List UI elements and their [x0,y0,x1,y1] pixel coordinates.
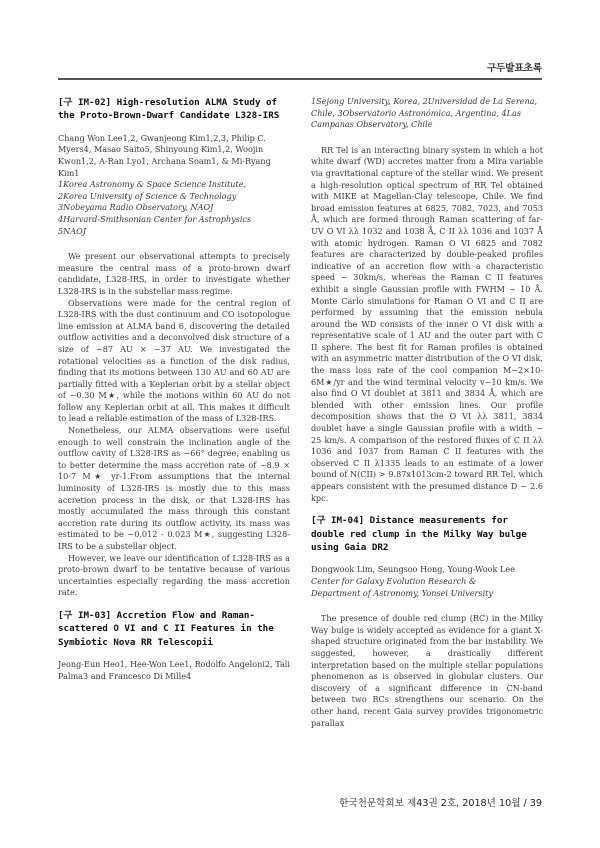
abstract-im02 [58,96,290,599]
page-footer: 한국천문학회보 제43권 2호, 2018년 10월 / 39 [339,798,542,809]
abstract-title: [구 IM-03] Accretion Flow and Raman-scattered O VI and C II Features in the Symbiotic Nova RR Telescopii [58,609,274,648]
abstract-paragraph: Nonetheless, our ALMA observations were useful enough to well constrain the inclination angle of the outflow cavity of L328-IRS as ~66° degree, enabling us to better determine the mass accretion rate of ~8.9 × 10-7 M★ yr-1.From assumptions that the internal luminosity of L328-IRS is mostly due to this mass accretion process in the disk, or that L328-IRS has mostly accumulated the mass through this constant accretion rate during its outflow activity, its mass was estimated to be ~0.012 - 0.023 M★, suggesting L328-IRS to be a substellar object. [58,425,290,551]
header-rule [58,78,542,80]
affiliation: 5NAOJ [58,225,86,236]
affiliation: 3Nobeyama Radio Observatory, NAOJ [58,202,214,213]
affiliation: 2Korea University of Science & Technology [58,190,237,201]
abstract-affiliations [58,179,290,237]
abstract-authors: Jeong-Eun Heo1, Hee-Won Lee1, Rodolfo Angeloni2, Tali Palma3 and Francesco Di Mille4 [58,659,290,681]
abstract-affiliations [311,96,543,131]
abstract-im03 [58,609,290,682]
affiliation: 1Sejong University, Korea, 2Universidad de La Serena, Chile, 3Observatorio Astronómica, Argentina, 4Las Campanas Observatory, Chile [311,96,538,130]
abstract-paragraph: Observations were made for the central region of L328-IRS with the dust continuum and CO isotopologue line emission at ALMA band 6, discovering the detailed outflow activities and a deconvolved disk structure of a size of ~87 AU × ~37 AU. We investigated the rotational velocities as a function of the disk radius, finding that its motions between 130 AU and 60 AU are partially fitted with a Keplerian orbit by a stellar object of ~0.30 M★, while the motions within 60 AU do not follow any Keplerian orbit at all. This makes it difficult to lead a reliable estimation of the mass of L328-IRS. [58,297,290,424]
abstract-paragraph: RR Tel is an interacting binary system in which a hot white dwarf (WD) accretes matter from a Mira variable via gravitational capture of the stellar wind. We present a high-resolution optical spectrum of RR Tel obtained with MIKE at Magellan-Clay telescope, Chile. We find broad emission features at 6825, 7082, 7023, and 7053 Å, which are formed through Raman scattering of far-UV O VI λλ 1032 and 1038 Å, C II λλ 1036 and 1037 Å with atomic hydrogen. Raman O VI 6825 and 7082 features are characterized by double-peaked profiles indicative of an accretion flow with a characteristic speed ~ 30km/s, whereas the Raman C II features exhibit a single Gaussian profile with FWHM ~ 10 Å. Monte Carlo simulations for Raman O VI and C II are performed by assuming that the emission nebula around the WD consists of the inner O VI disk with a representative scale of 1 AU and the outer part with C II sphere. The best fit for Raman profiles is obtained with an asymmetric matter distribution of the O VI disk, the mass loss rate of the cool companion M~2×10-6M★/yr and the wind terminal velocity v~10 km/s. We also find O VI doublet at 3811 and 3834 Å, which are blended with other emission lines. Our profile decomposition shows that the O VI λλ 3811, 3834 doublet have a single Gaussian profile with a width ~ 25 km/s. A comparison of the restored fluxes of C II λλ 1036 and 1037 from Raman C II features with the observed C II λ1335 leads to an estimate of a lower bound of N(CII) > 9.87x1013cm-2 toward RR Tel, which appears consistent with the presumed distance D ~ 2.6 kpc. [311,144,543,503]
abstract-paragraph: However, we leave our identification of L328-IRS as a proto-brown dwarf to be tentative because of various uncertainties especially regarding the mass accretion rate. [58,552,290,598]
abstract-paragraph: The presence of double red clump (RC) in the Milky Way bulge is widely accepted as evidence for a giant X-shaped structure originated from the bar instability. We suggested, however, a drastically different interpretation based on the multiple stellar populations phenomenon as is observed in globular clusters. Our discovery of a significant difference in CN-band between two RCs strengthens our scenario. On the other hand, recent Gaia survey provides trigonometric parallax [311,613,543,728]
left-column [58,96,290,682]
affiliation: 1Korea Astronomy & Space Science Institute, [58,179,247,190]
affiliation: Department of Astronomy, Yonsei University [311,587,493,598]
abstract-im04 [311,514,543,729]
abstract-title: [구 IM-02] High-resolution ALMA Study of the Proto-Brown-Dwarf Candidate L328-IRS [58,97,280,122]
abstract-paragraph: We present our observational attempts to precisely measure the central mass of a proto-brown dwarf candidate, L328-IRS, in order to investigate whether L328-IRS is in the substellar mass regime. [58,251,290,296]
abstract-authors: Dongwook Lim, Seungsoo Hong, Young-Wook Lee [311,564,515,575]
affiliation: Center for Galaxy Evolution Research & [311,576,477,586]
abstract-title: [구 IM-04] Distance measurements for double red clump in the Milky Way bulge using Gaia DR2 [311,515,527,553]
right-column [311,96,543,729]
abstract-affiliations [311,576,543,599]
affiliation: 4Harvard-Smithsonian Center for Astrophysics [58,213,252,224]
abstract-authors: Chang Won Lee1,2, Gwanjeong Kim1,2,3, Philip C. Myers4, Masao Saito5, Shinyoung Kim1,2, Woojin Kwon1,2, A-Ran Lyo1, Archana Soam1, & Mi-Ryang Kim1 [58,132,271,178]
section-label: 구두발표초록 [486,63,542,74]
